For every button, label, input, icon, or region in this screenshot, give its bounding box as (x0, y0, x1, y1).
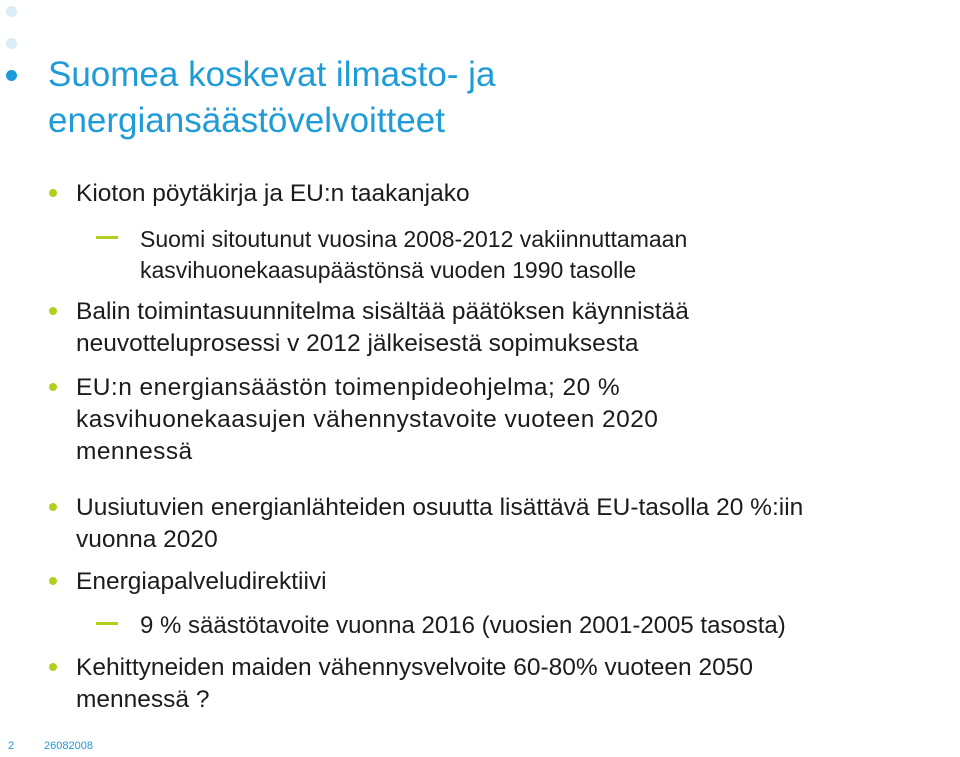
decor-dot-1 (6, 6, 17, 17)
decor-dot-3 (6, 70, 17, 81)
slide-title-line: Suomea koskevat ilmasto- ja (48, 55, 496, 94)
bullet-dot-icon (49, 503, 57, 511)
bullet-text-line: kasvihuonekaasujen vähennystavoite vuoteen 2020 (76, 406, 659, 433)
decor-dot-2 (6, 38, 17, 49)
bullet-item (76, 652, 956, 716)
bullet-text-line: EU:n energiansäästön toimenpideohjelma; 20 % (76, 374, 621, 401)
bullet-text-line: mennessä ? (76, 686, 210, 713)
bullet-text-line: Kehittyneiden maiden vähennysvelvoite 60-80% vuoteen 2050 (76, 654, 753, 681)
slide-title (48, 52, 928, 144)
bullet-dot-icon (49, 307, 57, 315)
sub-bullet-item (140, 224, 960, 286)
bullet-dot-icon (49, 577, 57, 585)
bullet-dot-icon (49, 189, 57, 197)
bullet-text-line: 9 % säästötavoite vuonna 2016 (vuosien 2001-2005 tasosta) (140, 612, 786, 639)
bullet-item (76, 372, 956, 468)
bullet-item (76, 296, 956, 360)
bullet-text-line: mennessä (76, 438, 193, 465)
bullet-text-line: Suomi sitoutunut vuosina 2008-2012 vakiinnuttamaan (140, 226, 688, 252)
bullet-item (76, 178, 956, 210)
bullet-item (76, 566, 956, 598)
bullet-text-line: kasvihuonekaasupäästönsä vuoden 1990 tasolle (140, 257, 637, 283)
dash-icon (96, 622, 118, 625)
bullet-item (76, 492, 956, 556)
sub-bullet-item (140, 610, 960, 641)
bullet-dot-icon (49, 383, 57, 391)
bullet-dot-icon (49, 663, 57, 671)
dash-icon (96, 236, 118, 239)
footer-date: 26082008 (44, 740, 93, 752)
bullet-text-line: Uusiutuvien energianlähteiden osuutta lisättävä EU-tasolla 20 %:iin (76, 494, 804, 521)
bullet-text-line: neuvotteluprosessi v 2012 jälkeisestä sopimuksesta (76, 330, 639, 357)
bullet-text-line: Balin toimintasuunnitelma sisältää päätöksen käynnistää (76, 298, 689, 325)
page-number: 2 (8, 740, 15, 752)
slide-title-line: energiansäästövelvoitteet (48, 101, 445, 140)
bullet-text-line: Kioton pöytäkirja ja EU:n taakanjako (76, 180, 470, 207)
bullet-text-line: Energiapalveludirektiivi (76, 568, 327, 595)
bullet-text-line: vuonna 2020 (76, 526, 218, 553)
